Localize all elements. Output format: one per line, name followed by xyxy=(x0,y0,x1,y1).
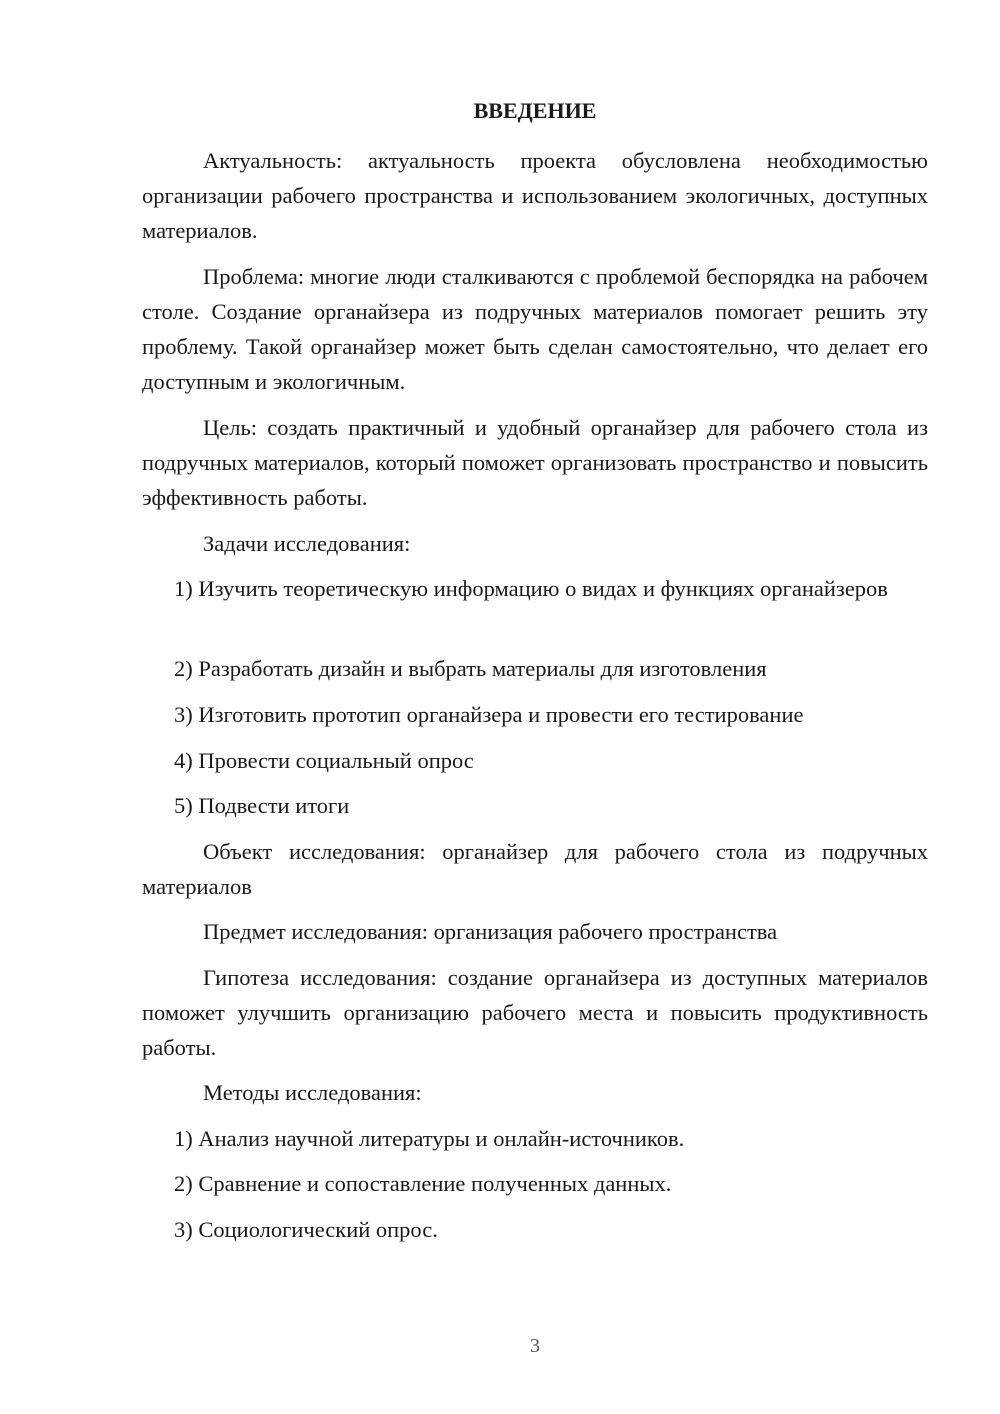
task-item: 2) Разработать дизайн и выбрать материалы для изготовления xyxy=(174,656,767,681)
method-item: 1) Анализ научной литературы и онлайн-источников. xyxy=(174,1126,685,1151)
document-page xyxy=(142,0,928,1414)
tasks-heading: Задачи исследования: xyxy=(203,531,411,556)
hypothesis-paragraph: Гипотеза исследования: создание органайзера из доступных материалов поможет улучшить организацию рабочего места и повысить продуктивность работы. xyxy=(142,965,928,1060)
task-item: 5) Подвести итоги xyxy=(174,793,350,818)
task-item: 3) Изготовить прототип органайзера и провести его тестирование xyxy=(174,702,804,727)
page-number: 3 xyxy=(530,1335,540,1357)
relevance-paragraph: Актуальность: актуальность проекта обусловлена необходимостью организации рабочего пространства и использованием экологичных, доступных материалов. xyxy=(142,148,928,243)
task-item: 1) Изучить теоретическую информацию о видах и функциях органайзеров xyxy=(174,576,888,601)
section-title: ВВЕДЕНИЕ xyxy=(473,98,597,123)
task-item: 4) Провести социальный опрос xyxy=(174,748,474,773)
methods-heading: Методы исследования: xyxy=(203,1080,422,1105)
method-item: 3) Социологический опрос. xyxy=(174,1217,438,1242)
method-item: 2) Сравнение и сопоставление полученных данных. xyxy=(174,1171,672,1196)
problem-paragraph: Проблема: многие люди сталкиваются с проблемой беспорядка на рабочем столе. Создание органайзера из подручных материалов помогает решить эту проблему. Такой органайзер может быть сделан самостоятельно, что делает его доступным и экологичным. xyxy=(142,264,928,394)
object-paragraph: Объект исследования: органайзер для рабочего стола из подручных материалов xyxy=(142,839,928,899)
goal-paragraph: Цель: создать практичный и удобный органайзер для рабочего стола из подручных материалов, который поможет организовать пространство и повысить эффективность работы. xyxy=(142,415,928,510)
subject-paragraph: Предмет исследования: организация рабочего пространства xyxy=(203,919,778,944)
